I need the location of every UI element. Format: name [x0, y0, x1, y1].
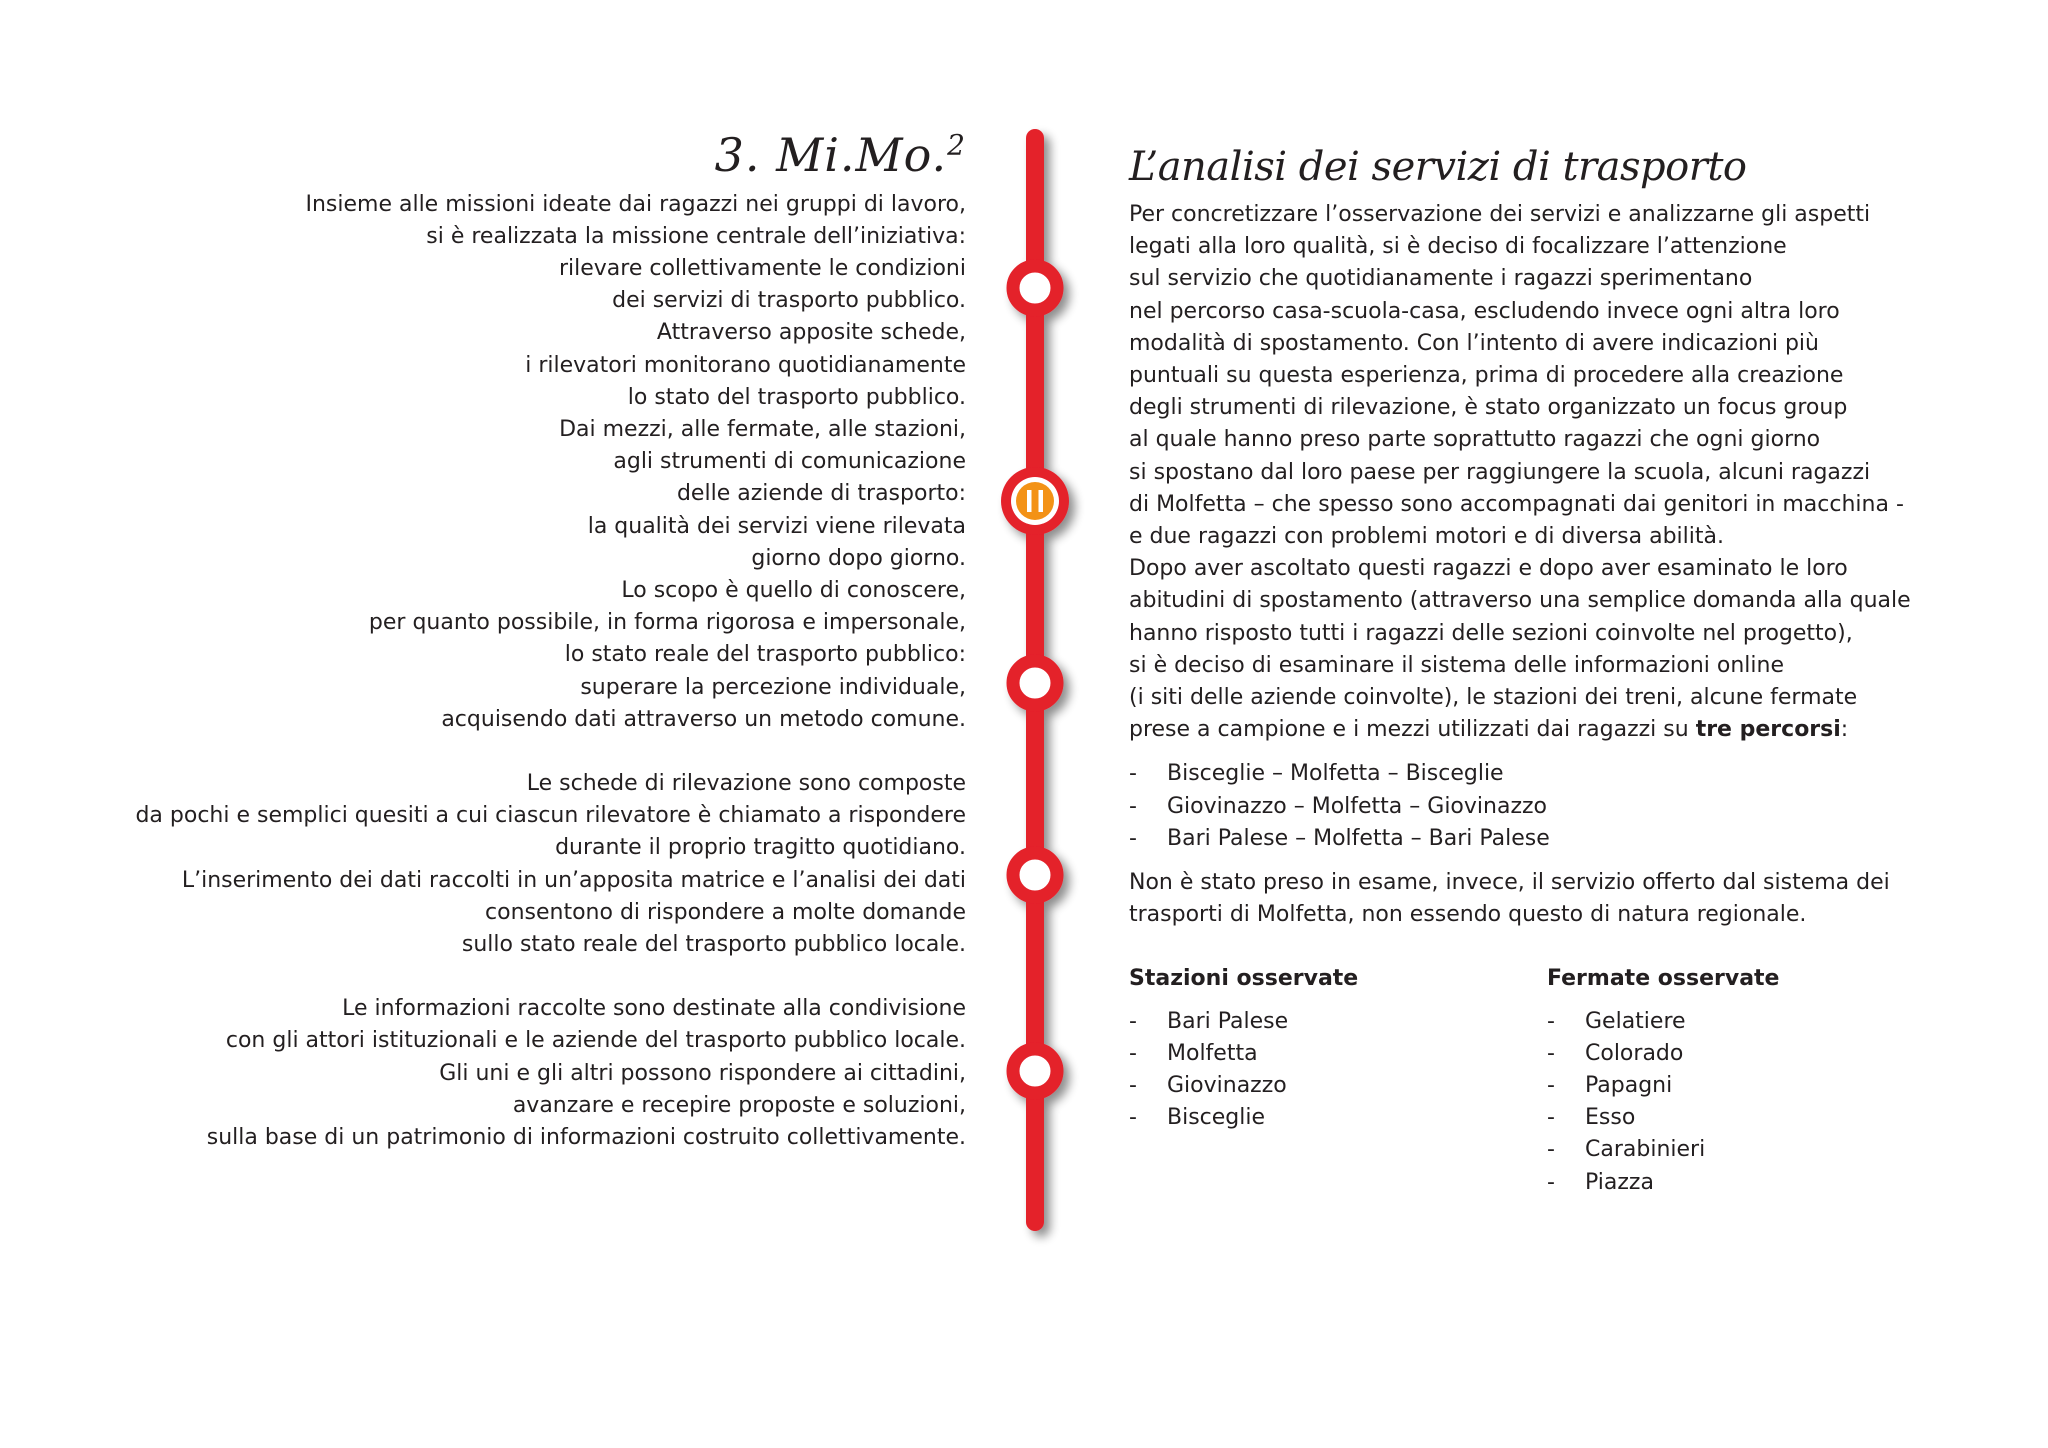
text-line: e due ragazzi con problemi motori e di diversa abilità.: [1129, 524, 1724, 550]
note-text: [1129, 867, 2029, 931]
text-line: si è deciso di esaminare il sistema delle informazioni online: [1129, 652, 1785, 678]
stops-list: [1547, 1006, 1779, 1199]
text-line: Attraverso apposite schede,: [656, 320, 966, 346]
text-line: con gli attori istituzionali e le aziende del trasporto pubblico locale.: [225, 1028, 966, 1054]
text-line: lo stato reale del trasporto pubblico:: [564, 642, 966, 668]
text-line: delle aziende di trasporto:: [676, 481, 966, 507]
text-line: di Molfetta – che spesso sono accompagnati dai genitori in macchina -: [1129, 491, 1904, 517]
text-line: sullo stato reale del trasporto pubblico locale.: [461, 932, 966, 958]
stations-list: [1129, 1006, 1358, 1135]
text-line: Lo scopo è quello di conoscere,: [621, 578, 966, 604]
text-line: (i siti delle aziende coinvolte), le stazioni dei treni, alcune fermate: [1129, 685, 1858, 711]
text-line: L’inserimento dei dati raccolti in un’apposita matrice e l’analisi dei dati: [181, 867, 966, 893]
text-line: Non è stato preso in esame, invece, il servizio offerto dal sistema dei: [1129, 870, 1890, 896]
text-line: trasporti di Molfetta, non essendo questo di natura regionale.: [1129, 902, 1807, 928]
text-line: la qualità dei servizi viene rilevata: [587, 513, 966, 539]
left-paragraph: [120, 768, 966, 961]
route-item: - Bisceglie – Molfetta – Bisceglie: [1129, 758, 2029, 790]
left-paragraphs: [120, 189, 966, 1155]
text-line: legati alla loro qualità, si è deciso di focalizzare l’attenzione: [1129, 234, 1787, 260]
metro-line-graphic: [980, 110, 1090, 1260]
stops-column: [1547, 963, 1779, 1210]
text-line: Le schede di rilevazione sono composte: [526, 771, 966, 797]
text-line: giorno dopo giorno.: [751, 545, 966, 571]
section-title: 3. Mi.Mo.$^2$: [714, 128, 966, 182]
text-line: Dopo aver ascoltato questi ragazzi e dopo aver esaminato le loro: [1129, 556, 1848, 582]
text-line: acquisendo dati attraverso un metodo comune.: [441, 706, 966, 732]
text-line: degli strumenti di rilevazione, è stato organizzato un focus group: [1129, 395, 1848, 421]
text-line: lo stato del trasporto pubblico.: [627, 384, 966, 410]
text-line: durante il proprio tragitto quotidiano.: [555, 835, 966, 861]
text-line: Gli uni e gli altri possono rispondere ai cittadini,: [439, 1060, 966, 1086]
stop-item: - Piazza: [1547, 1167, 1779, 1199]
observed-columns: [1129, 963, 2029, 1223]
text-line: sul servizio che quotidianamente i ragazzi sperimentano: [1129, 266, 1753, 292]
text-line: si spostano dal loro paese per raggiungere la scuola, alcuni ragazzi: [1129, 459, 1871, 485]
route-item: - Giovinazzo – Molfetta – Giovinazzo: [1129, 791, 2029, 823]
station-item: - Molfetta: [1129, 1038, 1358, 1070]
stops-heading: Fermate osservate: [1547, 966, 1780, 992]
text-line: Le informazioni raccolte sono destinate alla condivisione: [342, 996, 966, 1022]
text-line: dei servizi di trasporto pubblico.: [612, 288, 966, 314]
right-column: [1129, 145, 2029, 1223]
text-line: modalità di spostamento. Con l’intento di avere indicazioni più: [1129, 330, 1819, 356]
stop-item: - Colorado: [1547, 1038, 1779, 1070]
analysis-title: L’analisi dei servizi di trasporto: [1129, 144, 1747, 190]
stop-item: - Papagni: [1547, 1070, 1779, 1102]
text-line: puntuali su questa esperienza, prima di procedere alla creazione: [1129, 363, 1844, 389]
station-item: - Bari Palese: [1129, 1006, 1358, 1038]
station-circle-icon: [1013, 266, 1057, 310]
route-item: - Bari Palese – Molfetta – Bari Palese: [1129, 823, 2029, 855]
stations-column: [1129, 963, 1358, 1146]
text-line: sulla base di un patrimonio di informazioni costruito collettivamente.: [206, 1125, 966, 1151]
text-line: avanzare e recepire proposte e soluzioni,: [512, 1092, 966, 1118]
left-paragraph: [120, 993, 966, 1154]
text-line: hanno risposto tutti i ragazzi delle sezioni coinvolte nel progetto),: [1129, 620, 1853, 646]
text-line: da pochi e semplici quesiti a cui ciascun rilevatore è chiamato a rispondere: [135, 803, 966, 829]
station-circle-icon: [1013, 853, 1057, 897]
text-line: Per concretizzare l’osservazione dei servizi e analizzarne gli aspetti: [1129, 202, 1871, 227]
routes-list: [1129, 758, 2029, 855]
text-line: per quanto possibile, in forma rigorosa e impersonale,: [368, 610, 966, 636]
text-line: nel percorso casa-scuola-casa, escludendo invece ogni altra loro: [1129, 298, 1840, 324]
text-line: rilevare collettivamente le condizioni: [558, 256, 966, 281]
station-item: - Bisceglie: [1129, 1102, 1358, 1134]
text-line: si è realizzata la missione centrale dell’iniziativa:: [426, 223, 966, 249]
station-item: - Giovinazzo: [1129, 1070, 1358, 1102]
pause-icon: [1001, 467, 1069, 535]
text-line: Dai mezzi, alle fermate, alle stazioni,: [559, 417, 966, 443]
text-line: al quale hanno preso parte soprattutto ragazzi che ogni giorno: [1129, 427, 1821, 453]
left-column: [120, 130, 966, 1186]
intro-last-line: prese a campione e i mezzi utilizzati dai ragazzi su tre percorsi:: [1129, 717, 1849, 743]
text-line: i rilevatori monitorano quotidianamente: [525, 352, 966, 378]
text-line: Insieme alle missioni ideate dai ragazzi nei gruppi di lavoro,: [305, 191, 966, 217]
text-line: superare la percezione individuale,: [580, 674, 966, 700]
text-line: agli strumenti di comunicazione: [613, 449, 966, 475]
stop-item: - Esso: [1547, 1102, 1779, 1134]
left-paragraph: [120, 189, 966, 736]
stop-item: - Carabinieri: [1547, 1134, 1779, 1166]
text-line: consentono di rispondere a molte domande: [485, 899, 966, 925]
text-line: abitudini di spostamento (attraverso una semplice domanda alla quale: [1129, 588, 1911, 614]
stop-item: - Gelatiere: [1547, 1006, 1779, 1038]
station-circle-icon: [1013, 661, 1057, 705]
station-circle-icon: [1013, 1049, 1057, 1093]
stations-heading: Stazioni osservate: [1129, 966, 1359, 992]
intro-text: [1129, 199, 2029, 714]
